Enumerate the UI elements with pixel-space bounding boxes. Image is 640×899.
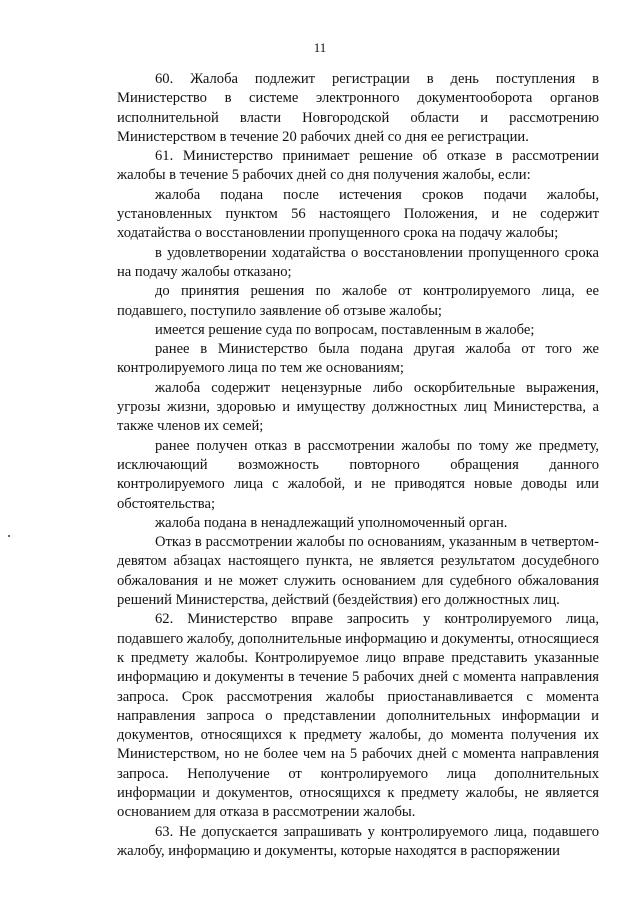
document-body bbox=[117, 70, 599, 861]
list-item: в удовлетворении ходатайства о восстановлении пропущенного срока на подачу жалобы отказано; bbox=[117, 244, 599, 280]
paragraph-63: 63. Не допускается запрашивать у контролируемого лица, подавшего жалобу, информацию и документы, которые находятся в распоряжении bbox=[117, 823, 599, 859]
list-item: жалоба подана после истечения сроков подачи жалобы, установленных пунктом 56 настоящего Положения, и не содержит ходатайства о восстановлении пропущенного срока на подачу жалобы; bbox=[117, 186, 599, 242]
list-item: до принятия решения по жалобе от контролируемого лица, ее подавшего, поступило заявление об отзыве жалобы; bbox=[117, 283, 599, 319]
list-item: ранее в Министерство была подана другая жалоба от того же контролируемого лица по тем же основаниям; bbox=[117, 341, 599, 377]
page-number: 11 bbox=[313, 40, 327, 55]
paragraph-61: 61. Министерство принимает решение об отказе в рассмотрении жалобы в течение 5 рабочих дней со дня получения жалобы, если: bbox=[117, 148, 599, 184]
list-item: имеется решение суда по вопросам, поставленным в жалобе; bbox=[155, 321, 535, 338]
list-item: жалоба содержит нецензурные либо оскорбительные выражения, угрозы жизни, здоровью и имуществу должностных лиц Министерства, а также членов их семей; bbox=[117, 379, 599, 435]
paragraph-refusal-note: Отказ в рассмотрении жалобы по основаниям, указанным в четвертом-девятом абзацах настоящего пункта, не является результатом досудебного обжалования и не может служить основанием для судебного обжалования решений Министерства, действий (бездействия) его должностных лиц. bbox=[117, 534, 599, 609]
list-item: жалоба подана в ненадлежащий уполномоченный орган. bbox=[155, 514, 508, 531]
scan-speck bbox=[8, 535, 10, 537]
paragraph-60: 60. Жалоба подлежит регистрации в день поступления в Министерство в системе электронного документооборота органов исполнительной власти Новгородской области и рассмотрению Министерством в течение 20 рабочих дней со дня ее регистрации. bbox=[117, 71, 599, 145]
list-item: ранее получен отказ в рассмотрении жалобы по тому же предмету, исключающий возможность повторного обращения данного контролируемого лица с жалобой, и не приводятся новые доводы или обстоятельства; bbox=[117, 437, 599, 512]
paragraph-62: 62. Министерство вправе запросить у контролируемого лица, подавшего жалобу, дополнительные информацию и документы, относящиеся к предмету жалобы. Контролируемое лицо вправе представить указанные информацию и документы в течение 5 рабочих дней с момента направления запроса. Срок рассмотрения жалобы приостанавливается с момента направления запроса о представлении дополнительных информации и документов, относящихся к предмету жалобы, до момента получения их Министерством, но не более чем на 5 рабочих дней с момента направления запроса. Неполучение от контролируемого лица дополнительных информации и документов, относящихся к предмету жалобы, не является основанием для отказа в рассмотрении жалобы. bbox=[117, 611, 599, 821]
